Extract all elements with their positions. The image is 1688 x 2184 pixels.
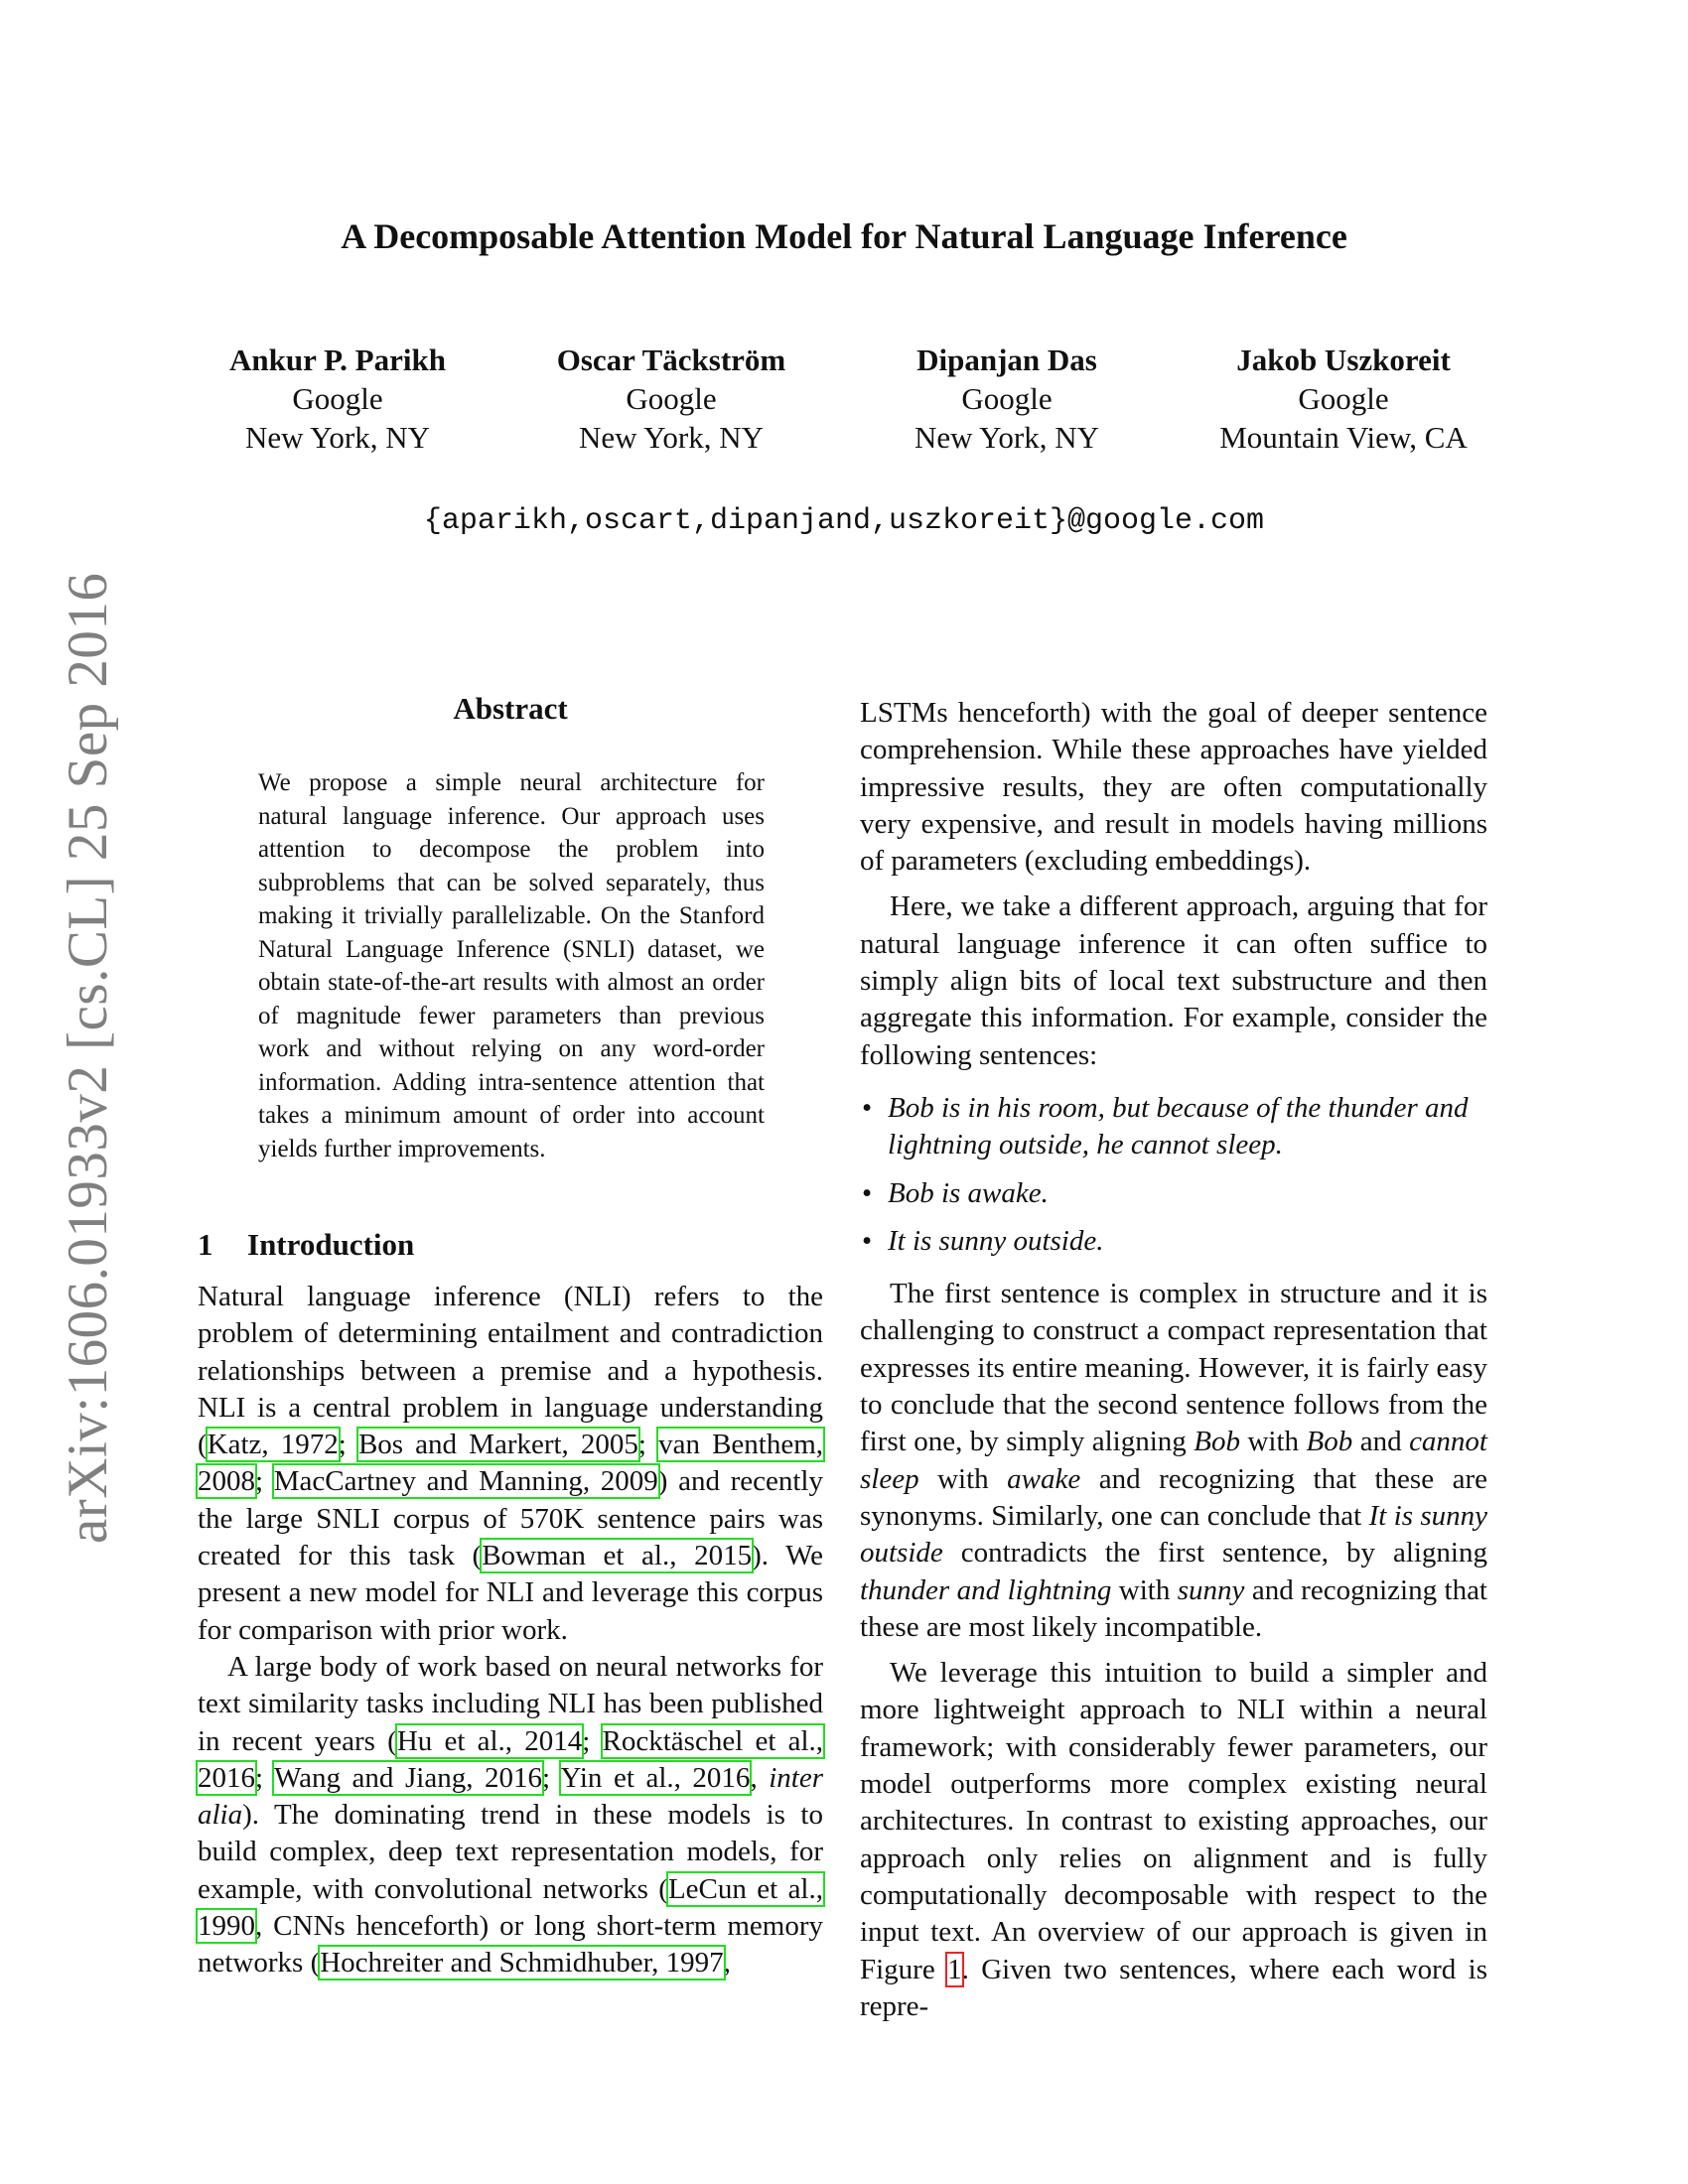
author-email[interactable]: {aparikh,oscart,dipanjand,uszkoreit}@google.com [423, 504, 1265, 538]
author-name: Dipanjan Das [916, 342, 1097, 377]
emphasis: Bob [1306, 1426, 1353, 1458]
text: ; [255, 1761, 275, 1794]
text: ; [542, 1761, 561, 1794]
right-paragraph-4 [860, 1655, 1487, 2025]
author-name: Jakob Uszkoreit [1236, 342, 1451, 377]
list-item [862, 1223, 1487, 1260]
section-title: Introduction [247, 1227, 415, 1262]
author-2 [522, 341, 820, 457]
text: with [1239, 1426, 1307, 1458]
emphasis: inter alia [198, 1761, 824, 1832]
citation-link[interactable]: van Benthem, 2008 [198, 1429, 824, 1498]
author-location: New York, NY [914, 420, 1099, 455]
text: ; [255, 1465, 274, 1498]
citation-link[interactable]: Rocktäschel et al., 2016 [198, 1724, 824, 1794]
text: , [750, 1761, 770, 1794]
citation-link[interactable]: Katz, 1972 [207, 1429, 339, 1461]
text: ; [338, 1429, 358, 1461]
text: ; [637, 1429, 659, 1461]
text: and recognizing that these are most likely incompatible. [860, 1573, 1487, 1643]
bullet: • [862, 1176, 873, 1209]
bullet: • [862, 1224, 873, 1257]
example-text: Bob is in his room, but because of the thunder and lightning outside, he cannot sleep. [888, 1091, 1469, 1161]
citation-link[interactable]: Yin et al., 2016 [560, 1761, 751, 1794]
citation-link[interactable]: Hu et al., 2014 [396, 1724, 583, 1757]
intro-paragraph-2 [198, 1649, 823, 1982]
author-name: Ankur P. Parikh [229, 342, 446, 377]
example-text: It is sunny outside. [888, 1224, 1104, 1257]
author-location: Mountain View, CA [1219, 420, 1468, 455]
text: ). We present a new model for NLI and leverage this corpus for comparison with prior work. [198, 1540, 823, 1646]
text: , CNNs henceforth) or long short-term memory networks ( [198, 1910, 823, 1979]
list-item [862, 1090, 1487, 1164]
emphasis: It is sunny outside [860, 1499, 1487, 1570]
text: and [1352, 1426, 1410, 1458]
author-1 [189, 341, 487, 457]
emphasis: Bob [1194, 1426, 1240, 1458]
abstract-heading: Abstract [453, 691, 568, 726]
bullet: • [862, 1091, 873, 1124]
abstract-text: We propose a simple neural architecture for natural language inference. Our approach uses attention to decompose the problem into subproblems that can be solved separately, thus making it trivially parallelizable. On the Stanford Natural Language Inference (SNLI) dataset, we obtain state-of-the-art results with almost an order of magnitude fewer parameters than previous work and without relying on any word-order information. Adding intra-sentence attention that takes a minimum amount of order into account yields further improvements. [258, 769, 765, 1162]
right-paragraph-3 [860, 1276, 1487, 1646]
author-location: New York, NY [244, 420, 430, 455]
citation-link[interactable]: Bos and Markert, 2005 [357, 1429, 638, 1461]
emphasis: sunny [1177, 1573, 1245, 1606]
example-sentences [860, 1090, 1487, 1260]
section-number: 1 [198, 1227, 213, 1262]
section-heading-introduction [198, 1227, 414, 1263]
figure-reference-link[interactable]: 1 [947, 1953, 962, 1985]
text: with [918, 1462, 1008, 1495]
text: and recognizing that these are synonyms. Similarly, one can conclude that [860, 1462, 1487, 1532]
text: A large body of work based on neural networks for text similarity tasks including NLI has been published in recent years ( [198, 1650, 823, 1757]
citation-link[interactable]: Wang and Jiang, 2016 [274, 1761, 542, 1794]
citation-link[interactable]: Hochreiter and Schmidhuber, 1997 [320, 1947, 724, 1979]
text: We leverage this intuition to build a simpler and more lightweight approach to NLI within a neural framework; with considerably fewer parameters, our model outperforms more complex existing neural architectures. In contrast to existing approaches, our approach only relies on alignment and is fully computationally decomposable with respect to the input text. An overview of our approach is given in Figure [860, 1657, 1487, 1985]
paper-title: A Decomposable Attention Model for Natural Language Inference [341, 216, 1347, 256]
text: . Given two sentences, where each word is repre- [860, 1953, 1487, 2022]
citation-link[interactable]: LeCun et al., 1990 [198, 1872, 823, 1943]
right-paragraph-2: Here, we take a different approach, arguing that for natural language inference it can often suffice to simply align bits of local text substructure and then aggregate this information. For example, consider the following sentences: [860, 890, 1487, 1071]
emphasis: cannot sleep [860, 1426, 1487, 1495]
author-location: New York, NY [578, 420, 764, 455]
text: Natural language inference (NLI) refers to the problem of determining entailment and contradiction relationships between a premise and a hypothesis. NLI is a central problem in language understanding ( [198, 1281, 823, 1461]
author-org: Google [292, 381, 383, 416]
emphasis: thunder and lightning [860, 1573, 1112, 1606]
text: with [1111, 1573, 1178, 1606]
text: contradicts the first sentence, by aligning [942, 1537, 1487, 1570]
emphasis: awake [1007, 1462, 1081, 1495]
author-org: Google [961, 381, 1053, 416]
arxiv-stamp: arXiv:1606.01933v2 [cs.CL] 25 Sep 2016 [57, 572, 119, 1544]
right-paragraph-1: LSTMs henceforth) with the goal of deeper sentence comprehension. While these approaches have yielded impressive results, they are often computationally very expensive, and result in models having millions of parameters (excluding embeddings). [860, 697, 1487, 878]
text: ; [582, 1724, 603, 1757]
author-org: Google [626, 381, 717, 416]
text: , [723, 1947, 731, 1979]
introduction-body [198, 1279, 823, 1982]
text: ). The dominating trend in these models is to build complex, deep text representation models, for example, with convolutional networks ( [198, 1799, 823, 1905]
text: ) and recently the large SNLI corpus of 570K sentence pairs was created for this task ( [198, 1465, 823, 1572]
author-name: Oscar Täckström [556, 342, 786, 377]
citation-link[interactable]: Bowman et al., 2015 [482, 1540, 753, 1572]
example-text: Bob is awake. [888, 1176, 1049, 1209]
author-org: Google [1298, 381, 1389, 416]
right-column-body [860, 695, 1487, 2025]
text: The first sentence is complex in structure and it is challenging to construct a compact representation that expresses its entire meaning. However, it is fairly easy to conclude that the second sentence follows from the first one, by simply aligning [860, 1278, 1487, 1458]
intro-paragraph-1 [198, 1279, 823, 1649]
author-3 [858, 341, 1156, 457]
list-item [862, 1175, 1487, 1212]
citation-link[interactable]: MacCartney and Manning, 2009 [273, 1465, 658, 1498]
author-4 [1195, 341, 1492, 457]
